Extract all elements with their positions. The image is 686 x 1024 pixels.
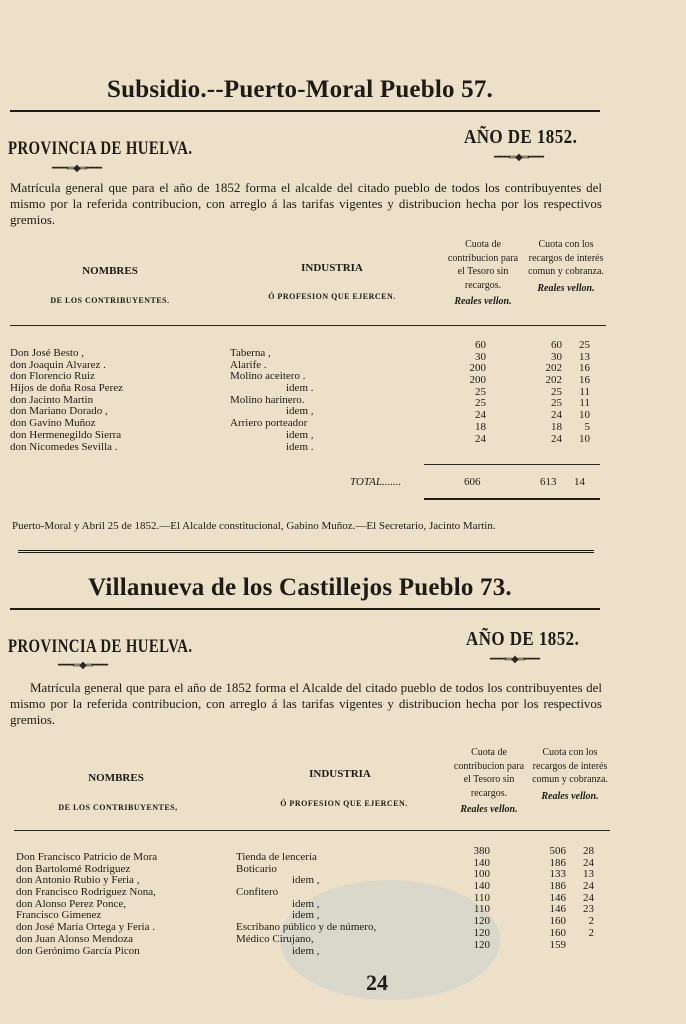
quota-value: 24	[475, 432, 486, 445]
table-row: Don José Besto ,	[10, 347, 84, 359]
reales-value: 30	[551, 350, 562, 363]
total-quota: 606	[464, 476, 481, 488]
quota-value: 140	[473, 856, 490, 869]
total-fraction: 14	[574, 476, 585, 488]
reales-value: 18	[551, 420, 562, 433]
quota-value: 100	[473, 868, 490, 881]
quota-value: 120	[473, 938, 490, 951]
fraction-value: 5	[584, 420, 590, 433]
list-item: Confitero	[236, 886, 279, 899]
section-1-year: AÑO DE 1852.	[464, 126, 578, 148]
reales-list	[534, 846, 566, 951]
section-2-intro: Matrícula general que para el año de 1852 forma el Alcalde del citado pueblo de todos los contribuyentes del mismo por la referida contribucion, con arreglo á las tarifas vigentes y distribucion hecha por los respectivos gremios.	[10, 680, 602, 727]
reales-list	[530, 340, 562, 445]
reales-value: 202	[545, 374, 562, 387]
total-reales: 613	[540, 476, 557, 488]
list-item: Escribano público y de número,	[236, 921, 377, 934]
table-row: don Joaquin Alvarez .	[10, 358, 106, 371]
divider	[10, 110, 600, 112]
reales-value: 506	[549, 845, 566, 857]
total-col-header-text: Cuota con los recargos de interés comun y cobranza.	[528, 239, 604, 277]
fraction-value: 25	[579, 339, 590, 351]
reales-value: 25	[551, 397, 562, 410]
quota-value: 18	[475, 420, 486, 433]
quota-header	[450, 746, 528, 817]
ornament: ━━━═◆═━━━	[490, 654, 539, 665]
reales-value: 24	[551, 409, 562, 422]
table-row: don Mariano Dorado ,	[10, 405, 108, 418]
list-item: idem ,	[292, 909, 320, 922]
fraction-value: 28	[583, 845, 594, 857]
fraction-value: 2	[588, 926, 594, 939]
list-item: Arriero porteador	[230, 417, 308, 430]
divider	[10, 608, 600, 610]
section-1-province: PROVINCIA DE HUELVA.	[8, 138, 193, 159]
total-col-header	[526, 238, 606, 295]
list-item: idem .	[286, 382, 314, 395]
fraction-value: 13	[579, 350, 590, 363]
industry-subheader: Ó PROFESION QUE EJERCEN.	[280, 799, 408, 808]
total-label: TOTAL.......	[350, 476, 402, 488]
table-row: don Nicomedes Sevilla .	[10, 440, 118, 453]
fraction-value: 24	[583, 880, 594, 893]
quota-header	[444, 238, 522, 309]
quota-value: 60	[475, 339, 486, 351]
reales-value: 25	[551, 385, 562, 398]
quota-value: 30	[475, 350, 486, 363]
list-item: idem ,	[292, 944, 320, 957]
quota-unit: Reales vellon.	[454, 296, 512, 307]
names-header: NOMBRES	[88, 772, 144, 784]
table-row: Don Francisco Patricio de Mora	[16, 851, 158, 863]
list-item: idem ,	[292, 874, 320, 887]
quota-list	[448, 340, 486, 445]
section-2-title: Villanueva de los Castillejos Pueblo 73.	[88, 574, 512, 601]
reales-value: 159	[549, 938, 566, 951]
reales-value: 146	[549, 903, 566, 916]
quota-value: 110	[473, 891, 490, 904]
quota-value: 25	[475, 397, 486, 410]
names-list	[16, 852, 226, 957]
section-1-intro: Matrícula general que para el año de 1852 forma el alcalde del citado pueblo de todos los contribuyentes del mismo por la referida contribucion, con arreglo á las tarifas vigentes y distribucion hecha por los respectivos gremios.	[10, 180, 602, 227]
quota-value: 200	[469, 362, 486, 375]
table-row: don Antonio Rubio y Feria ,	[16, 874, 140, 887]
table-row: don Gerónimo García Picon	[16, 944, 140, 957]
table-row: don Gavino Muñoz	[10, 417, 96, 430]
ornament: ━━━═◆═━━━	[494, 152, 543, 163]
fraction-value: 2	[588, 915, 594, 928]
table-row: don Juan Alonso Mendoza	[16, 932, 134, 945]
list-item: Molino harinero.	[230, 393, 305, 406]
fraction-value: 16	[579, 374, 590, 387]
industry-list	[236, 852, 436, 957]
quota-value: 24	[475, 409, 486, 422]
total-col-header-text: Cuota con los recargos de interés comun y cobranza.	[532, 747, 608, 785]
industry-subheader: Ó PROFESION QUE EJERCEN.	[268, 292, 396, 301]
names-list	[10, 348, 220, 453]
total-col-unit: Reales vellon.	[541, 790, 599, 802]
table-row: don Francisco Rodriguez Nona,	[16, 886, 156, 899]
table-row: Francisco Gimenez	[16, 909, 102, 922]
quota-unit: Reales vellon.	[460, 804, 518, 815]
list-item: Médico Cirujano,	[236, 932, 314, 945]
fraction-value: 11	[579, 397, 590, 410]
list-item: Taberna ,	[230, 347, 271, 359]
names-header: NOMBRES	[82, 265, 138, 277]
total-col-header	[530, 746, 610, 803]
table-row: don Jacinto Martin	[10, 393, 94, 406]
fraction-value: 23	[583, 903, 594, 916]
table-row: Hijos de doña Rosa Perez	[10, 382, 124, 395]
list-item: idem ,	[286, 428, 314, 441]
table-row: don Florencio Ruiz	[10, 370, 95, 383]
reales-value: 160	[549, 926, 566, 939]
table-row: don Hermenegildo Sierra	[10, 428, 122, 441]
reales-value: 186	[549, 856, 566, 869]
list-item: idem .	[286, 440, 314, 453]
page-number: 24	[366, 970, 388, 995]
industry-header: INDUSTRIA	[301, 262, 363, 274]
quota-header-text: Cuota de contribucion para el Tesoro sin recargos.	[447, 239, 519, 291]
total-bottom-rule	[424, 498, 600, 500]
industry-list	[230, 348, 430, 453]
fraction-value: 11	[579, 385, 590, 398]
table-row: don Alonso Perez Ponce,	[16, 897, 126, 910]
table-row: don José María Ortega y Feria .	[16, 921, 155, 934]
quota-value: 380	[473, 845, 490, 857]
fraction-list	[568, 340, 590, 445]
fraction-value: 24	[583, 856, 594, 869]
header-divider	[10, 325, 606, 326]
reales-value: 160	[549, 915, 566, 928]
fraction-value: 10	[579, 432, 590, 445]
list-item: Alarife .	[230, 358, 267, 371]
reales-value: 186	[549, 880, 566, 893]
quota-header-text: Cuota de contribucion para el Tesoro sin recargos.	[453, 747, 525, 799]
names-subheader: DE LOS CONTRIBUYENTES,	[58, 803, 178, 812]
fraction-value: 24	[583, 891, 594, 904]
quota-value: 140	[473, 880, 490, 893]
list-item: Boticario	[236, 862, 277, 875]
quota-value: 110	[473, 903, 490, 916]
total-divider	[424, 464, 600, 465]
ornament: ━━━═◆═━━━	[58, 660, 107, 671]
fraction-value: 10	[579, 409, 590, 422]
list-item: Molino aceitero .	[230, 370, 306, 383]
quota-value: 120	[473, 926, 490, 939]
reales-value: 202	[545, 362, 562, 375]
names-subheader: DE LOS CONTRIBUYENTES.	[50, 296, 170, 305]
list-item: idem ,	[286, 405, 314, 418]
reales-value: 24	[551, 432, 562, 445]
reales-value: 133	[549, 868, 566, 881]
list-item: idem ,	[292, 897, 320, 910]
list-item: Tienda de lencería	[236, 851, 317, 863]
quota-value: 120	[473, 915, 490, 928]
quota-value: 200	[469, 374, 486, 387]
section-1-footer: Puerto-Moral y Abril 25 de 1852.—El Alcalde constitucional, Gabino Muñoz.—El Secretario, Jacinto Martin.	[12, 520, 496, 532]
quota-value: 25	[475, 385, 486, 398]
section-1-title: Subsidio.--Puerto-Moral Pueblo 57.	[107, 76, 493, 103]
table-row: don Bartolomé Rodriguez	[16, 862, 131, 875]
section-divider	[18, 550, 594, 553]
industry-header: INDUSTRIA	[309, 768, 371, 780]
fraction-value: 13	[583, 868, 594, 881]
fraction-value: 16	[579, 362, 590, 375]
section-2-year: AÑO DE 1852.	[466, 628, 580, 650]
fraction-list	[572, 846, 594, 951]
reales-value: 146	[549, 891, 566, 904]
ornament: ━━━═◆═━━━	[52, 163, 101, 174]
fraction-value	[572, 940, 594, 952]
header-divider	[14, 830, 610, 831]
reales-value: 60	[551, 339, 562, 351]
section-2-province: PROVINCIA DE HUELVA.	[8, 636, 193, 657]
total-col-unit: Reales vellon.	[537, 282, 595, 294]
quota-list	[452, 846, 490, 951]
